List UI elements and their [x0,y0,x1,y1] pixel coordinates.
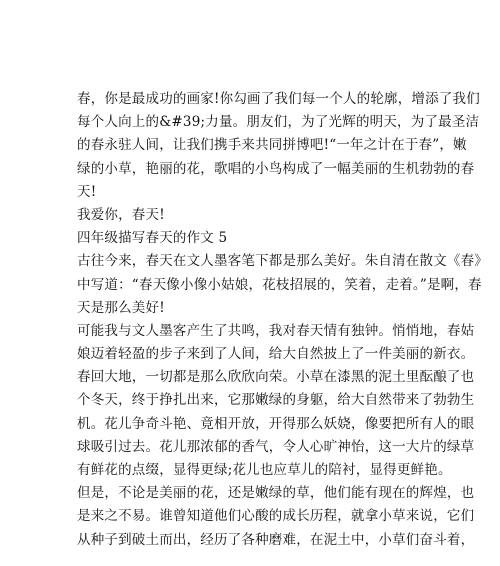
text-line: 的春永驻人间，让我们携手来共同拼博吧!“一年之计在于春”，嫩 [77,137,467,154]
text-line: 我爱你，春天! [77,206,165,223]
text-line: 球吸引过去。花儿那浓郁的香气，令人心旷神怡，这一大片的绿草 [77,438,475,455]
section-heading: 四年级描写春天的作文 5 [77,230,228,247]
text-line: 但是，不论是美丽的花，还是嫩绿的草，他们能有现在的辉煌，也 [77,485,475,502]
text-line: 娘迈着轻盈的步子来到了人间，给大自然披上了一件美丽的新衣。 [77,346,475,363]
text-line: 每个人向上的&#39;力量。朋友们，为了光辉的明天，为了最圣洁 [77,114,480,131]
text-line: 春回大地，一切都是那么欣欣向荣。小草在漆黑的泥土里酝酿了也 [77,369,475,386]
text-line: 是来之不易。谁曾知道他们心酸的成长历程，就拿小草来说，它们 [77,508,475,525]
text-line: 春，你是最成功的画家!你勾画了我们每一个人的轮廓，增添了我们 [77,91,480,107]
text-line: 天是那么美好! [77,299,165,316]
text-line: 从种子到破土而出，经历了各种磨难，在泥土中，小草们奋斗着， [77,531,475,548]
text-line: 可能我与文人墨客产生了共鸣，我对春天情有独钟。悄悄地，春姑 [77,322,475,339]
text-line: 古往今来，春天在文人墨客笔下都是那么美好。朱自清在散文《春》 [77,253,488,270]
text-line: 绿的小草，艳丽的花，歌唱的小鸟构成了一幅美丽的生机勃勃的春 [77,160,475,177]
text-line: 中写道：“春天像小像小姑娘，花枝招展的，笑着，走着。”是啊，春 [77,276,482,293]
text-line: 天! [77,183,97,200]
text-line: 有鲜花的点缀，显得更绿;花儿也应草儿的陪衬，显得更鲜艳。 [77,462,452,478]
document-body [77,88,488,552]
text-line: 机。花儿争奇斗艳、竟相开放，开得那么妖娆，像要把所有人的眼 [77,415,475,432]
text-line: 个冬天，终于挣扎出来，它那嫩绿的身躯，给大自然带来了勃勃生 [77,392,475,409]
